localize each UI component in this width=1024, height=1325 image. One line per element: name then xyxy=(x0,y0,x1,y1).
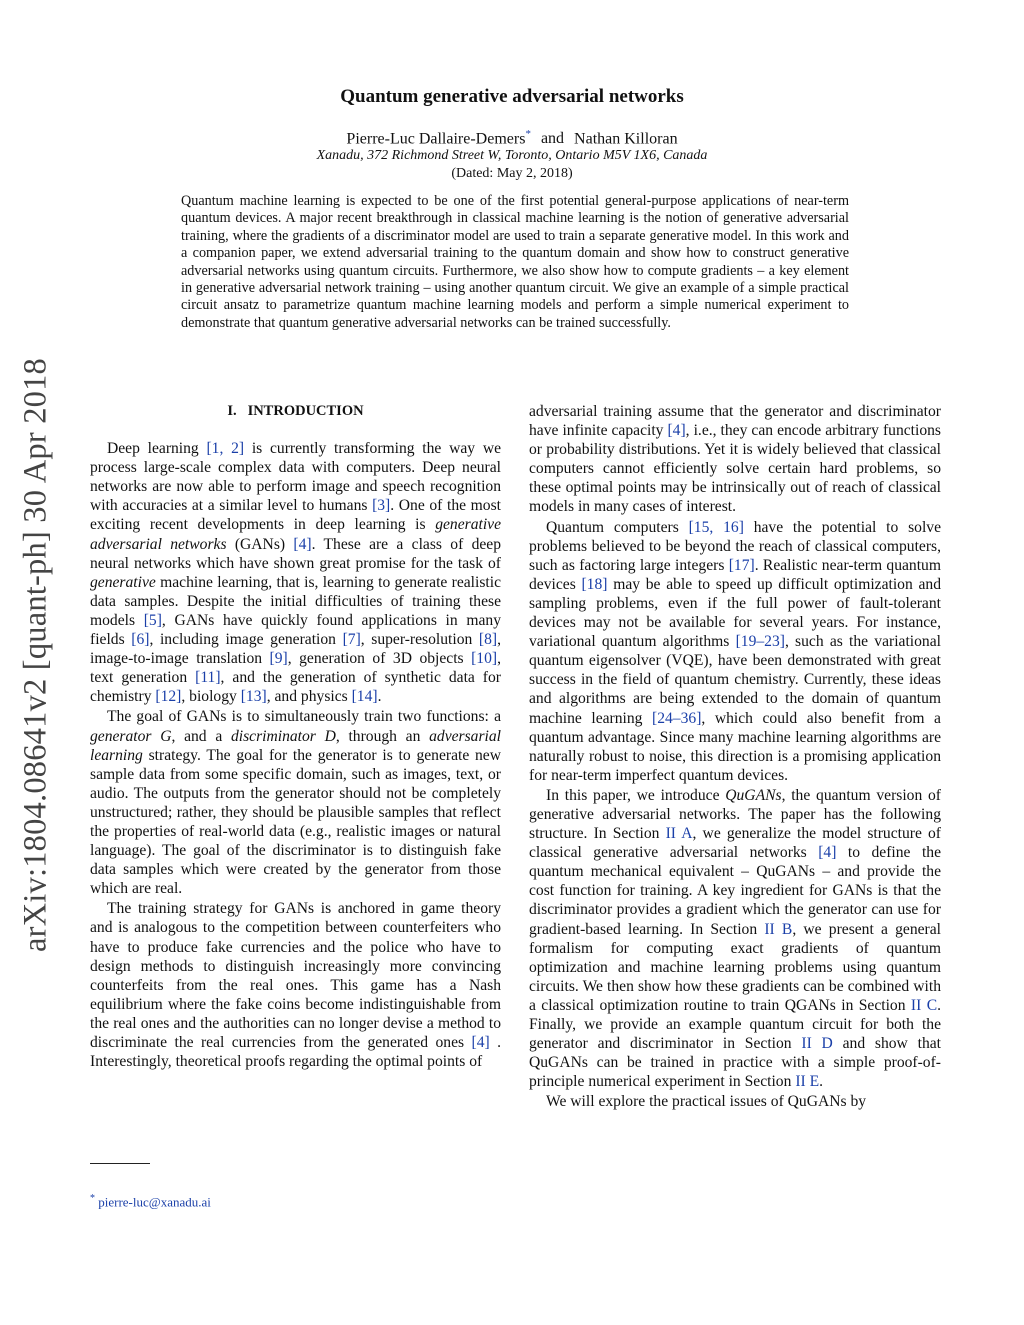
emphasis: adversarial learning xyxy=(90,727,502,764)
citation-link[interactable]: [19–23] xyxy=(735,633,785,651)
citation-link[interactable]: [8] xyxy=(478,631,498,649)
emphasis: generator G xyxy=(90,727,172,745)
footnote-rule xyxy=(90,1163,150,1164)
citation-link[interactable]: [4] xyxy=(818,844,837,862)
citation-link[interactable]: [7] xyxy=(342,631,361,649)
author-1: Pierre-Luc Dallaire-Demers xyxy=(346,130,526,148)
citation-link[interactable]: [3] xyxy=(372,497,391,515)
emphasis: discriminator D xyxy=(230,727,336,745)
right-column xyxy=(529,402,941,1111)
emphasis: QuGANs xyxy=(725,786,782,804)
date-line: (Dated: May 2, 2018) xyxy=(451,166,573,181)
citation-link[interactable]: [15, 16] xyxy=(688,518,744,536)
citation-link[interactable]: [13] xyxy=(240,688,267,706)
citation-link[interactable]: [12] xyxy=(155,688,182,706)
section-heading xyxy=(90,402,501,421)
section-link[interactable]: II A xyxy=(665,825,693,843)
footnote-mark-link[interactable]: * xyxy=(525,128,531,140)
footnote-mark: * xyxy=(90,1193,95,1204)
citation-link[interactable]: [6] xyxy=(131,631,150,649)
citation-link[interactable]: [10] xyxy=(471,650,498,668)
paragraph: The training strategy for GANs is anchored in game theory and is analogous to the competition between counterfeiters who have to produce fake currencies and the police who have to design methods to distinguish increasingly more convincing counterfeits from the real ones. This game has a Nash equilibrium where the fake coins become indistinguishable from the real ones and the authorities can no longer devise a method to discriminate the real currencies from the generated ones [4] . Interestingly, theoretical proofs regarding the optimal points of xyxy=(90,900,502,1071)
paper-title: Quantum generative adversarial networks xyxy=(340,86,684,107)
citation-link[interactable]: [4] xyxy=(471,1034,490,1051)
left-column xyxy=(90,402,501,1071)
paragraph: The goal of GANs is to simultaneously train two functions: a generator G, and a discriminator D, through an adversarial learning strategy. The goal for the generator is to generate new sample data from some specific domain, such as images, text, or audio. The outputs from the generator should not be completely unstructured; rather, they should be plausible samples that reflect the properties of real-world data (e.g., realistic images or natural language). The goal of the discriminator is to distinguish fake data samples which were created by the generator from those which are real. xyxy=(90,708,502,898)
author-line xyxy=(0,128,1024,148)
citation-link[interactable]: [14] xyxy=(351,688,378,706)
arxiv-sidebar xyxy=(6,340,66,970)
citation-link[interactable]: [4] xyxy=(293,535,312,553)
section-number: I. xyxy=(227,403,237,419)
citation-link[interactable]: [17] xyxy=(728,556,755,574)
paragraph: Deep learning [1, 2] is currently transforming the way we process large-scale complex data with computers. Deep neural networks are now able to perform image and speech recognition with accuracies at a similar level to humans [3]. One of the most exciting recent developments in deep learning is generative adversarial networks (GANs) [4]. These are a class of deep neural networks which have shown great promise for the task of generative machine learning, that is, learning to generate realistic data samples. Despite the initial difficulties of training these models [5], GANs have quickly found applications in many fields [6], including image generation [7], super-resolution [8], image-to-image translation [9], generation of 3D objects [10], text generation [11], and the generation of synthetic data for chemistry [12], biology [13], and physics [14]. xyxy=(90,440,502,706)
citation-link[interactable]: [24–36] xyxy=(652,709,702,727)
citation-link[interactable]: [1, 2] xyxy=(206,440,245,458)
paragraph: In this paper, we introduce QuGANs, the quantum version of generative adversarial networks. The paper has the following structure. In Section II A, we generalize the model structure of classical generative adversarial networks [4] to define the quantum mechanical equivalent – QuGANs – and provide the cost function for training. A key ingredient for GANs is that the discriminator provides a gradient which the generator can use for gradient-based learning. In Section II B, we present a general formalism for computing exact gradients of quantum optimization and machine learning problems using quantum circuits. We then show how these gradients can be combined with a classical optimization routine to train QGANs in Section II C. Finally, we provide an example quantum circuit for both the generator and discriminator in Section II D and show that QuGANs can be trained in practice with a simple proof-of-principle numerical experiment in Section II E. xyxy=(529,786,942,1091)
section-link[interactable]: II D xyxy=(801,1035,833,1053)
arxiv-identifier[interactable]: arXiv:1804.08641v2 [quant-ph] 30 Apr 2018 xyxy=(17,357,54,953)
citation-link[interactable]: [4] xyxy=(667,422,686,440)
section-title-text: INTRODUCTION xyxy=(247,403,364,419)
section-link[interactable]: II E xyxy=(795,1073,820,1091)
paragraph: Quantum computers [15, 16] have the potential to solve problems believed to be beyond the reach of classical computers, such as factoring large integers [17]. Realistic near-term quantum devices [18] may be able to speed up difficult optimization and sampling problems, even if the full power of fault-tolerant devices may not be available for several years. For instance, variational quantum algorithms [19–23], such as the variational quantum eigensolver (VQE), have been demonstrated with great success in the field of quantum chemistry. Currently, these ideas and algorithms are being extended to the domain of quantum machine learning [24–36], which could also benefit from a quantum advantage. Since many machine learning algorithms are naturally robust to noise, this direction is a promising application for near-term imperfect quantum devices. xyxy=(529,518,941,784)
affiliation: Xanadu, 372 Richmond Street W, Toronto, Ontario M5V 1X6, Canada xyxy=(316,148,708,163)
author-conjunction: and xyxy=(540,130,565,148)
citation-link[interactable]: [5] xyxy=(143,611,162,629)
citation-link[interactable]: [9] xyxy=(269,650,288,668)
author-2: Nathan Killoran xyxy=(574,130,678,148)
emphasis: generative adversarial networks xyxy=(90,516,501,553)
footnote xyxy=(90,1193,211,1210)
abstract: Quantum machine learning is expected to be one of the first potential general-purpose applications of near-term quantum devices. A major recent breakthrough in classical machine learning is the notion of generative adversarial training, where the gradients of a discriminator model are used to train a separate generative model. In this work and a companion paper, we extend adversarial training to the quantum domain and show how to construct generative adversarial networks using quantum circuits. Furthermore, we also show how to compute gradients – a key element in generative adversarial network training – using another quantum circuit. We give an example of a simple practical circuit ansatz to parametrize quantum machine learning models and perform a simple numerical experiment to demonstrate that quantum generative adversarial networks can be trained successfully. xyxy=(181,193,849,331)
section-link[interactable]: II B xyxy=(764,920,793,938)
citation-link[interactable]: [18] xyxy=(581,575,608,593)
email-link[interactable]: pierre-luc@xanadu.ai xyxy=(98,1194,211,1210)
citation-link[interactable]: [11] xyxy=(195,669,221,687)
section-link[interactable]: II C xyxy=(910,996,938,1014)
paragraph: adversarial training assume that the generator and discriminator have infinite capacity [4], i.e., they can encode arbitrary functions or probability distributions. Yet it is widely believed that classical computers cannot efficiently solve certain hard problems, so these optimal points may be intrinsically out of reach of classical models in many cases of interest. xyxy=(529,403,941,516)
emphasis: generative xyxy=(90,573,156,591)
paragraph: We will explore the practical issues of QuGANs by xyxy=(546,1093,867,1111)
